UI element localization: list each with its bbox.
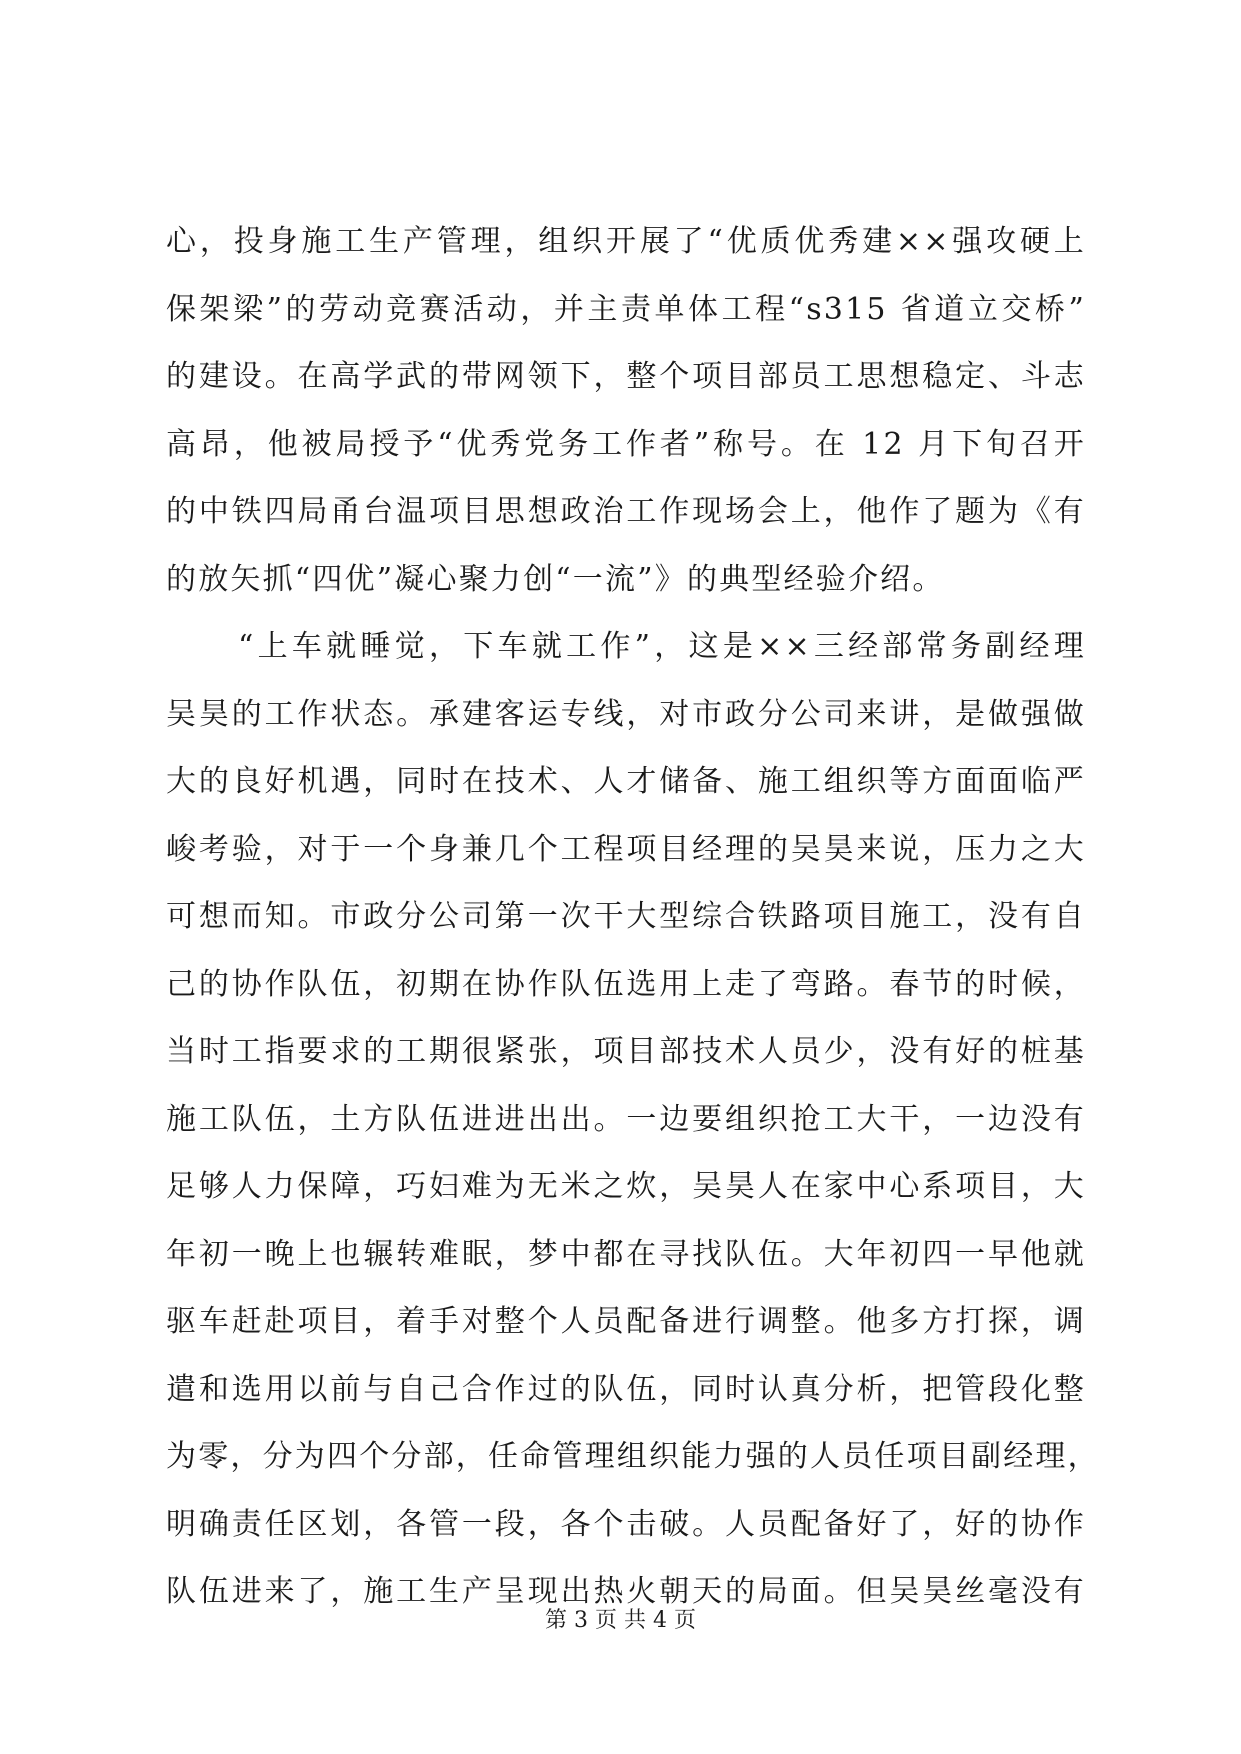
document-body <box>166 208 1100 1626</box>
text-line: 队伍进来了，施工生产呈现出热火朝天的局面。但吴昊丝毫没有 <box>166 1574 1086 1609</box>
text-line: 峻考验，对于一个身兼几个工程项目经理的吴昊来说，压力之大 <box>166 831 1086 867</box>
text-line: 的建设。在高学武的带网领下，整个项目部员工思想稳定、斗志 <box>166 359 1086 394</box>
text-line: 驱车赶赴项目，着手对整个人员配备进行调整。他多方打探，调 <box>166 1304 1086 1339</box>
paragraph-2 <box>166 613 1100 1626</box>
text-line: 心，投身施工生产管理，组织开展了“优质优秀建××强攻硬上 <box>166 224 1086 259</box>
text-line: 当时工指要求的工期很紧张，项目部技术人员少，没有好的桩基 <box>166 1034 1086 1069</box>
text-line: 遣和选用以前与自己合作过的队伍，同时认真分析，把管段化整 <box>166 1371 1086 1407</box>
text-line: 高昂，他被局授予“优秀党务工作者”称号。在 12 月下旬召开 <box>166 426 1086 462</box>
paragraph-1 <box>166 208 1086 613</box>
text-line: 足够人力保障，巧妇难为无米之炊，吴昊人在家中心系项目，大 <box>166 1169 1086 1204</box>
text-line: 保架梁”的劳动竞赛活动，并主责单体工程“s315 省道立交桥” <box>166 291 1086 327</box>
text-line: 吴昊的工作状态。承建客运专线，对市政分公司来讲，是做强做 <box>166 696 1086 732</box>
text-line: 大的良好机遇，同时在技术、人才储备、施工组织等方面面临严 <box>166 764 1086 799</box>
text-line: 的放矢抓“四优”凝心聚力创“一流”》的典型经验介绍。 <box>166 561 945 597</box>
text-line: 明确责任区划，各管一段，各个击破。人员配备好了，好的协作 <box>166 1506 1086 1542</box>
text-line: 年初一晚上也辗转难眠，梦中都在寻找队伍。大年初四一早他就 <box>166 1236 1086 1272</box>
text-line: “上车就睡觉，下车就工作”，这是××三经部常务副经理 <box>238 629 1086 664</box>
text-line: 为零，分为四个分部，任命管理组织能力强的人员任项目副经理， <box>166 1439 1100 1474</box>
page-number-footer: 第 3 页 共 4 页 <box>545 1608 696 1633</box>
text-line: 的中铁四局甬台温项目思想政治工作现场会上，他作了题为《有 <box>166 494 1086 529</box>
text-line: 可想而知。市政分公司第一次干大型综合铁路项目施工，没有自 <box>166 899 1086 934</box>
text-line: 己的协作队伍，初期在协作队伍选用上走了弯路。春节的时候， <box>166 966 1086 1002</box>
text-line: 施工队伍，土方队伍进进出出。一边要组织抢工大干，一边没有 <box>166 1101 1086 1137</box>
